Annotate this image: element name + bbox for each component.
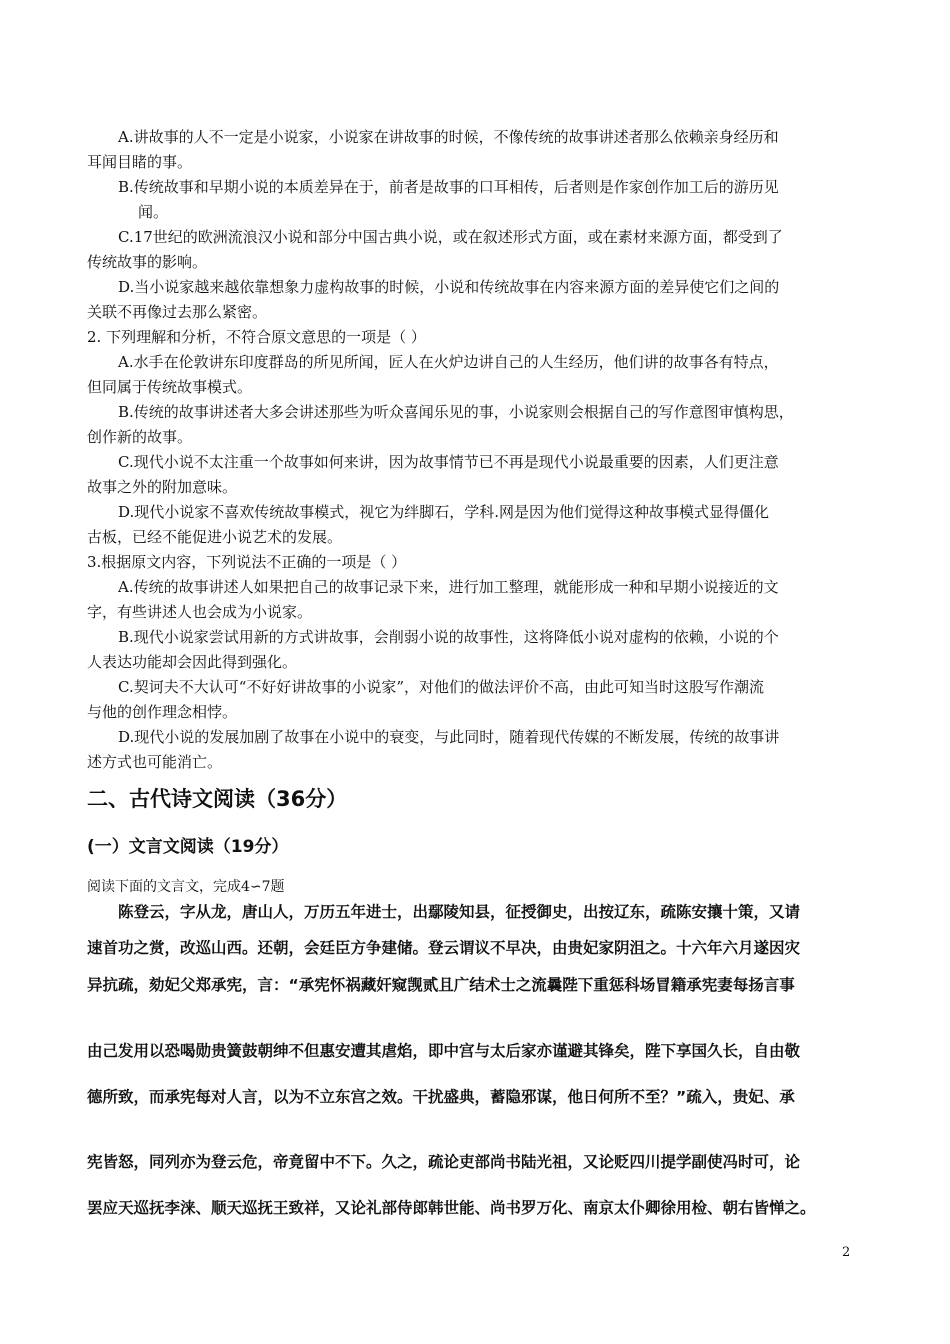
q2-option-a: A.水手在伦敦讲东印度群岛的所见所闻，匠人在火炉边讲自己的人生经历，他们讲的故事各有特点，	[118, 353, 779, 371]
q1-option-c: C.17世纪的欧洲流浪汉小说和部分中国古典小说，或在叙述形式方面，或在素材来源方面，都受到了	[118, 228, 783, 246]
page-number: 2	[842, 1245, 851, 1260]
passage-line-4: 由己发用以恐喝勋贵簧鼓朝绅不但惠安遭其虐焰，即中宫与太后家亦谨避其锋矣，陛下享国久长，自由敬	[87, 1042, 801, 1060]
q3-option-a-cont: 字，有些讲述人也会成为小说家。	[87, 603, 313, 621]
passage-line-7: 罢应天巡抚李涞、顺天巡抚王致祥，又论礼部侍郎韩世能、尚书罗万化、南京太仆卿徐用检、朝右皆惮之。	[87, 1199, 816, 1217]
q2-option-b: B.传统的故事讲述者大多会讲述那些为听众喜闻乐见的事，小说家则会根据自己的写作意图审慎构思，	[118, 403, 794, 421]
passage-line-1: 陈登云，字从龙，唐山人，万历五年进士，出鄢陵知县，征授御史，出按辽东，疏陈安攘十策，又请	[118, 903, 801, 921]
q3-stem: 3.根据原文内容，下列说法不正确的一项是（ ）	[87, 553, 407, 571]
passage-line-3: 异抗疏，劾妃父郑承宪，言：“承宪怀祸藏奸窥觊贰且广结术士之流曩陛下重惩科场冒籍承宪妻每扬言事	[87, 976, 795, 994]
q3-option-c: C.契诃夫不大认可“不好好讲故事的小说家”，对他们的做法评价不高，由此可知当时这股写作潮流	[118, 678, 765, 696]
subsection-heading: (一）文言文阅读（19分）	[87, 837, 289, 857]
passage-line-5: 德所致，而承宪每对人言，以为不立东宫之效。干扰盛典，蓄隐邪谋，他日何所不至？”疏入，贵妃、承	[87, 1088, 795, 1106]
q3-option-a: A.传统的故事讲述人如果把自己的故事记录下来，进行加工整理，就能形成一种和早期小说接近的文	[118, 578, 779, 596]
q2-option-b-cont: 创作新的故事。	[87, 428, 193, 446]
q3-option-b: B.现代小说家尝试用新的方式讲故事，会削弱小说的故事性，这将降低小说对虚构的依赖，小说的个	[118, 628, 779, 646]
q2-option-a-cont: 但同属于传统故事模式。	[87, 378, 253, 396]
q1-option-d-cont: 关联不再像过去那么紧密。	[87, 303, 268, 321]
q1-option-a: A.讲故事的人不一定是小说家，小说家在讲故事的时候，不像传统的故事讲述者那么依赖亲身经历和	[118, 128, 779, 146]
q3-option-c-cont: 与他的创作理念相悖。	[87, 703, 238, 721]
q2-option-c: C.现代小说不太注重一个故事如何来讲，因为故事情节已不再是现代小说最重要的因素，人们更注意	[118, 453, 779, 471]
q1-option-b: B.传统故事和早期小说的本质差异在于，前者是故事的口耳相传，后者则是作家创作加工后的游历见	[118, 178, 779, 196]
q3-option-d-cont: 述方式也可能消亡。	[87, 753, 223, 771]
q2-option-d-cont: 古板，已经不能促进小说艺术的发展。	[87, 528, 343, 546]
q3-option-b-cont: 人表达功能却会因此得到强化。	[87, 653, 298, 671]
q2-option-d: D.现代小说家不喜欢传统故事模式，视它为绊脚石，学科.网是因为他们觉得这种故事模式显得僵化	[118, 503, 770, 521]
q1-option-a-cont: 耳闻目睹的事。	[87, 153, 193, 171]
q1-option-d: D.当小说家越来越依靠想象力虚构故事的时候，小说和传统故事在内容来源方面的差异使它们之间的	[118, 278, 780, 296]
q3-option-d: D.现代小说的发展加剧了故事在小说中的衰变，与此同时，随着现代传媒的不断发展，传统的故事讲	[118, 728, 780, 746]
passage-line-6: 宪皆怒，同列亦为登云危，帝竟留中不下。久之，疏论吏部尚书陆光祖，又论贬四川提学副使冯时可，论	[87, 1153, 801, 1171]
q1-option-c-cont: 传统故事的影响。	[87, 253, 208, 271]
reading-instruction: 阅读下面的文言文，完成4∽7题	[87, 879, 285, 895]
passage-line-2: 速首功之赏，改巡山西。还朝，会廷臣方争建储。登云谓议不早决，由贵妃家阴沮之。十六年六月遂因灾	[87, 939, 801, 957]
q1-option-b-cont: 闻。	[138, 203, 169, 221]
q2-stem: 2. 下列理解和分析，不符合原文意思的一项是（ ）	[87, 328, 426, 346]
section-heading: 二、古代诗文阅读（36分）	[87, 787, 348, 811]
q2-option-c-cont: 故事之外的附加意味。	[87, 478, 238, 496]
